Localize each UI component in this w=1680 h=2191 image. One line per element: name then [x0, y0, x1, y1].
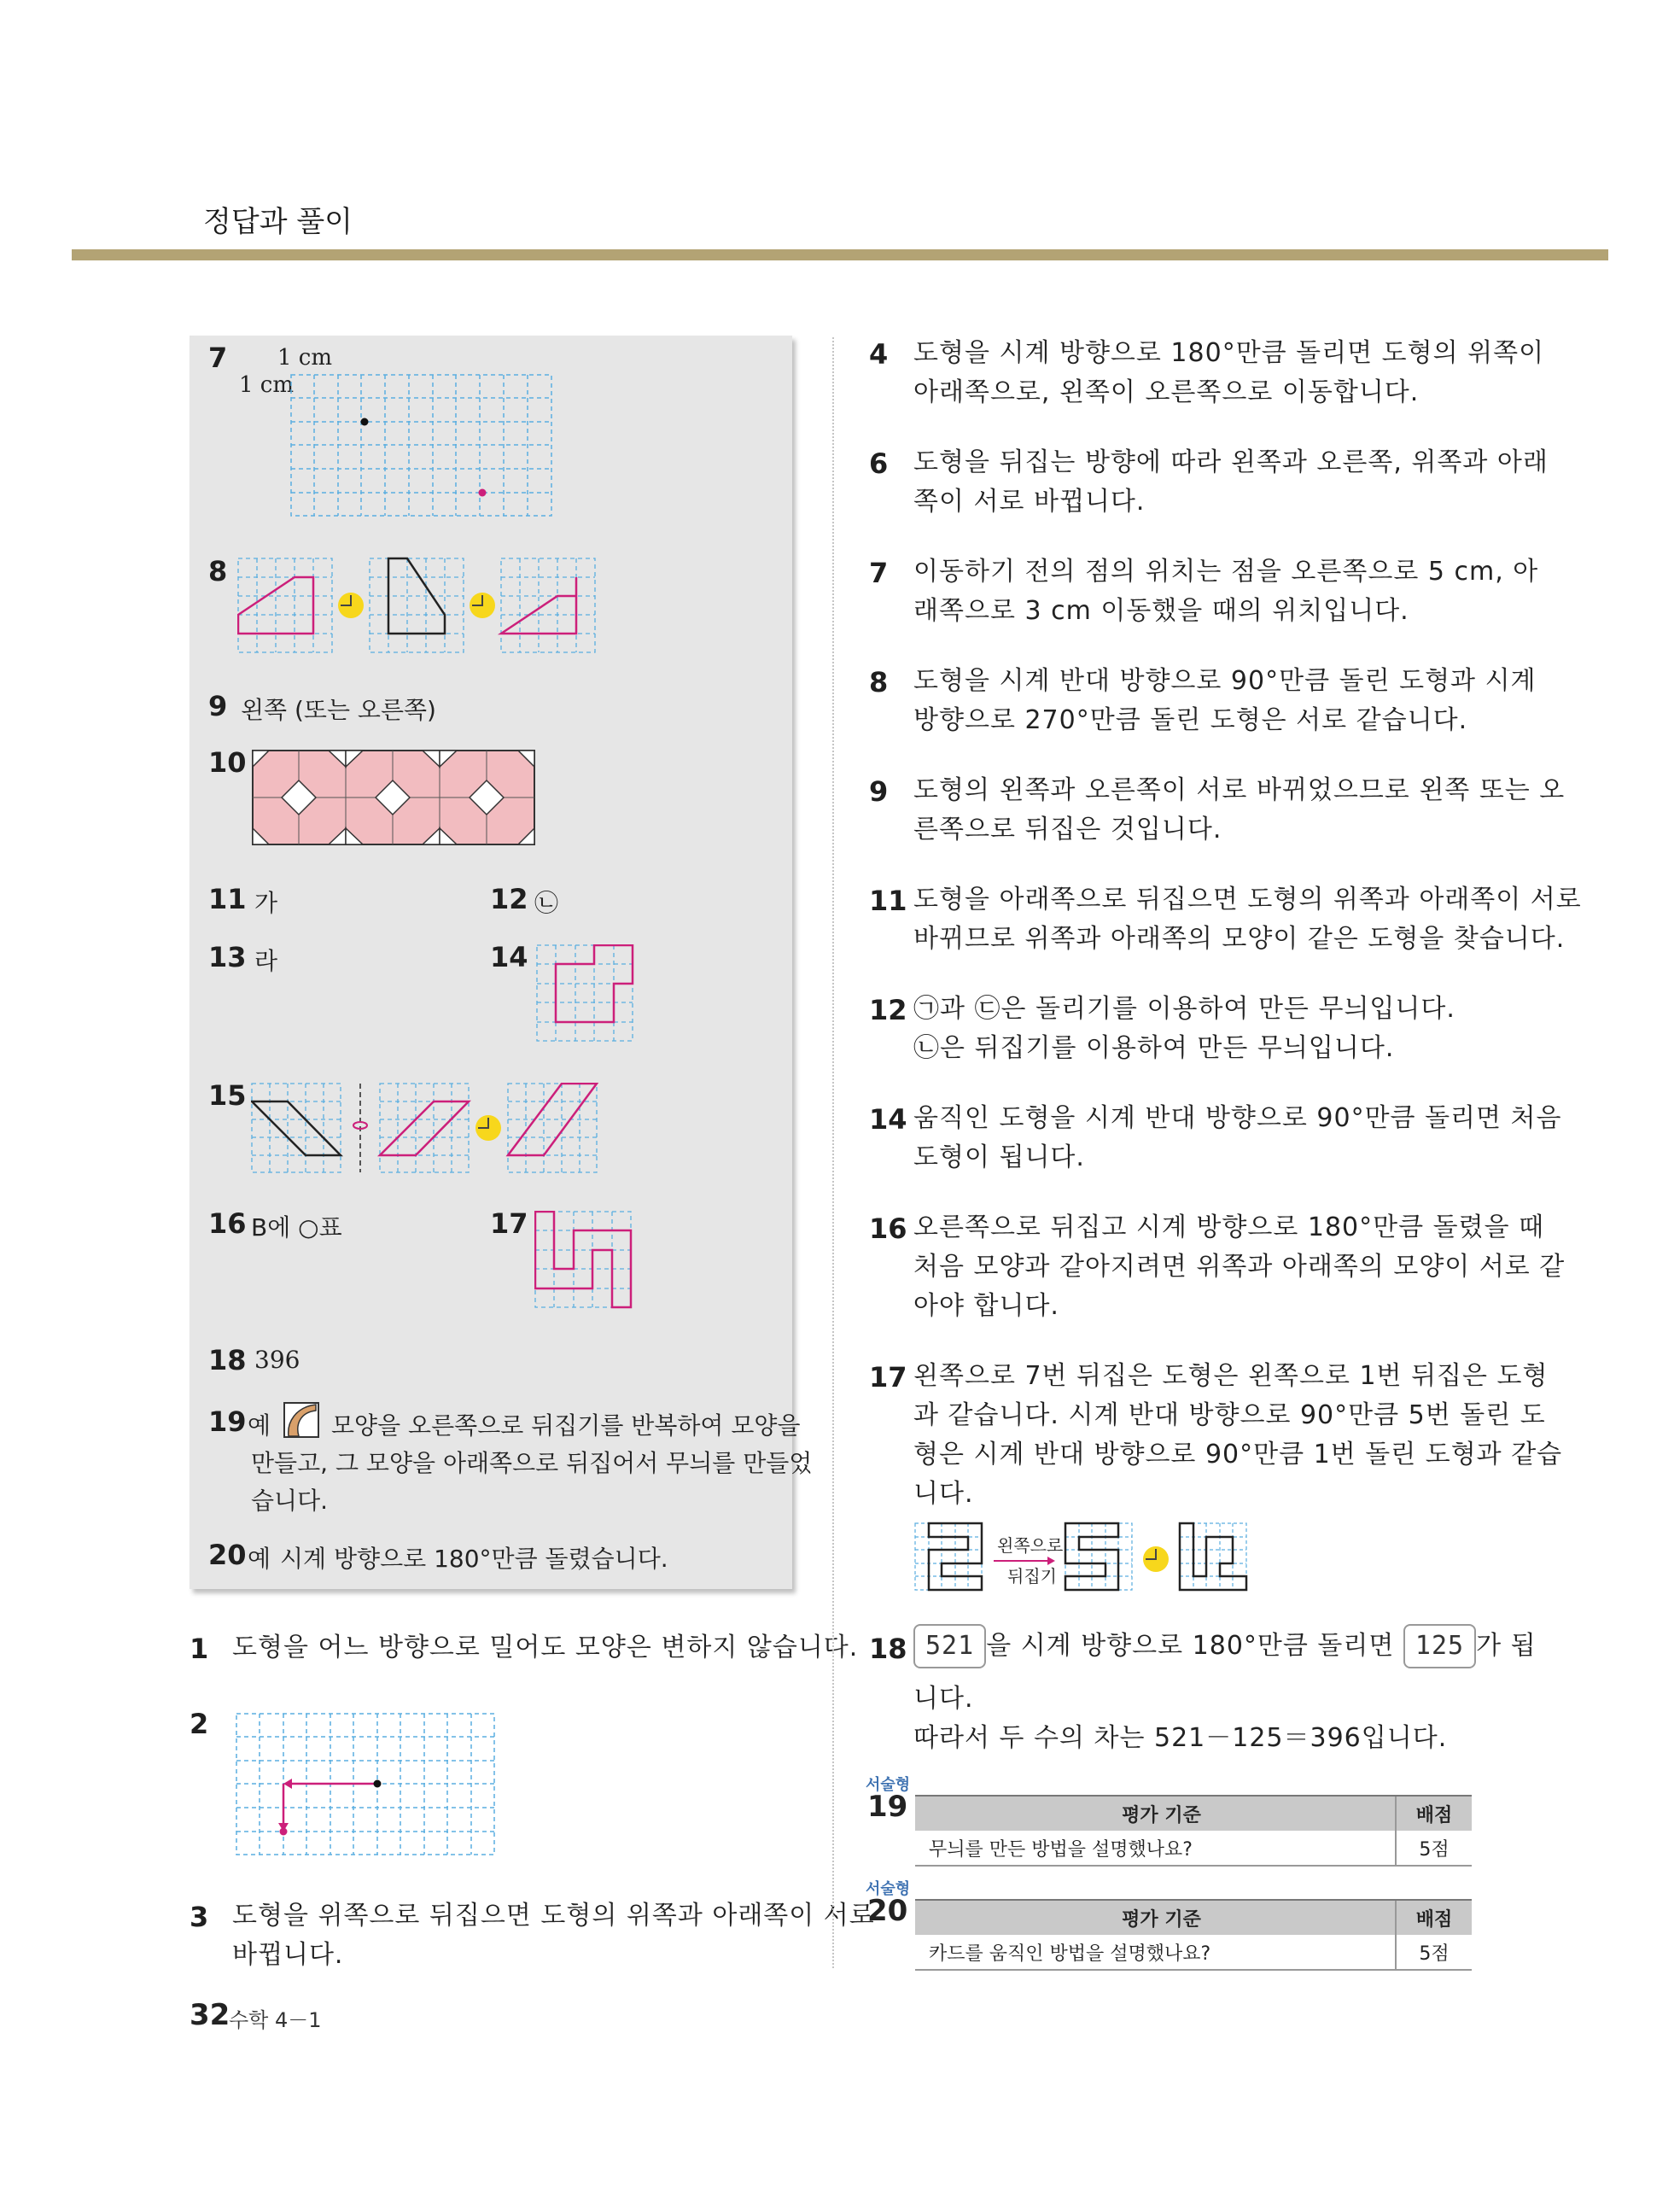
expl-17-line4: 니다. [913, 1479, 974, 1509]
answer-20-number: 20 [208, 1539, 247, 1571]
expl-3-number: 3 [190, 1901, 209, 1933]
expl-14-line2: 도형이 됩니다. [913, 1142, 1085, 1172]
expl-17-figure [913, 1520, 1255, 1597]
answer-19-line3: 습니다. [251, 1487, 329, 1515]
answer-7-number: 7 [208, 342, 228, 374]
expl-4-number: 4 [869, 338, 889, 371]
expl-6-line2: 쪽이 서로 바뀝니다. [913, 487, 1146, 517]
answer-19-line2: 만들고, 그 모양을 아래쪽으로 뒤집어서 무늬를 만들었 [251, 1449, 813, 1477]
expl-8-number: 8 [869, 666, 889, 698]
expl-16-line1: 오른쪽으로 뒤집고 시계 방향으로 180°만큼 돌렸을 때 [913, 1212, 1545, 1242]
expl-18-line1 [913, 1624, 1537, 1668]
expl-11-line2: 바뀌므로 위쪽과 아래쪽의 모양이 같은 도형을 찾습니다. [913, 924, 1566, 954]
answer-13-text: 라 [254, 947, 278, 975]
scoring-19-table [915, 1795, 1472, 1867]
expl-1-number: 1 [190, 1633, 209, 1665]
expl-6-number: 6 [869, 447, 889, 480]
expl-11-number: 11 [869, 885, 907, 917]
scoring-19-header-points: 배점 [1396, 1796, 1472, 1831]
expl-17-arrow-label-top: 왼쪽으로 [997, 1535, 1064, 1556]
expl-7-number: 7 [869, 557, 889, 589]
answer-10-pattern [252, 750, 538, 848]
scoring-20-tag: 서술형 [866, 1880, 911, 1898]
answer-12-number: 12 [490, 883, 528, 915]
answer-18-text: 396 [254, 1346, 300, 1374]
answer-20-example-mark: 예 [248, 1545, 271, 1573]
expl-16-line3: 아야 합니다. [913, 1291, 1059, 1321]
answer-19-number: 19 [208, 1405, 247, 1438]
expl-14-number: 14 [869, 1103, 907, 1136]
expl-17-line2: 과 같습니다. 시계 반대 방향으로 90°만큼 5번 돌린 도 [913, 1400, 1546, 1430]
answer-15-number: 15 [208, 1079, 247, 1112]
answer-15-figure [251, 1083, 601, 1177]
answer-18-number: 18 [208, 1344, 247, 1376]
expl-17-number: 17 [869, 1361, 907, 1393]
digit-card-125: 125 [1403, 1624, 1476, 1668]
expl-2-number: 2 [190, 1708, 209, 1740]
expl-7-line2: 래쪽으로 3 cm 이동했을 때의 위치입니다. [913, 596, 1409, 626]
expl-9-number: 9 [869, 775, 889, 808]
answer-16-number: 16 [208, 1207, 247, 1240]
scoring-19-criteria: 무늬를 만든 방법을 설명했나요? [915, 1831, 1396, 1866]
expl-17-line3: 형은 시계 반대 방향으로 90°만큼 1번 돌린 도형과 같습 [913, 1440, 1563, 1469]
answer-7-grid [290, 374, 555, 519]
answer-13-number: 13 [208, 941, 247, 973]
scoring-19-header-criteria: 평가 기준 [915, 1796, 1396, 1831]
expl-18-tail: 가 됩 [1476, 1631, 1537, 1661]
expl-8-line1: 도형을 시계 반대 방향으로 90°만큼 돌린 도형과 시계 [913, 666, 1537, 696]
answer-8-figure [237, 557, 604, 659]
scoring-20-header-criteria: 평가 기준 [915, 1900, 1396, 1935]
scoring-19-number: 19 [867, 1790, 908, 1824]
expl-11-line1: 도형을 아래쪽으로 뒤집으면 도형의 위쪽과 아래쪽이 서로 [913, 885, 1582, 914]
digit-card-521: 521 [913, 1624, 986, 1668]
page-header-title: 정답과 풀이 [203, 205, 353, 239]
expl-18-number: 18 [869, 1633, 907, 1665]
answer-19-tile-icon [283, 1402, 321, 1440]
answer-16-text: B에 ○표 [251, 1213, 342, 1242]
expl-18-mid: 을 시계 방향으로 180°만큼 돌리면 [986, 1631, 1395, 1661]
answer-20-text: 시계 방향으로 180°만큼 돌렸습니다. [280, 1545, 668, 1573]
expl-16-line2: 처음 모양과 같아지려면 위쪽과 아래쪽의 모양이 서로 같 [913, 1252, 1566, 1282]
answer-9-number: 9 [208, 690, 228, 722]
expl-12-number: 12 [869, 994, 907, 1026]
answer-19-line1: 모양을 오른쪽으로 뒤집기를 반복하여 모양을 [331, 1411, 801, 1440]
answer-17-number: 17 [490, 1207, 528, 1240]
answer-11-number: 11 [208, 883, 247, 915]
scoring-19-points: 5점 [1396, 1831, 1472, 1866]
answer-14-figure [536, 944, 637, 1045]
expl-16-number: 16 [869, 1212, 907, 1245]
expl-4-line1: 도형을 시계 방향으로 180°만큼 돌리면 도형의 위쪽이 [913, 338, 1545, 368]
column-divider [832, 337, 834, 1968]
answer-9-text: 왼쪽 (또는 오른쪽) [241, 696, 436, 724]
expl-18-line3: 따라서 두 수의 차는 521－125＝396입니다. [913, 1723, 1448, 1753]
footer-subject: 수학 4－1 [229, 2008, 322, 2032]
answer-7-label-h: 1 cm [277, 345, 333, 371]
expl-3-line1: 도형을 위쪽으로 뒤집으면 도형의 위쪽과 아래쪽이 서로 [232, 1901, 875, 1931]
scoring-20-number: 20 [867, 1894, 908, 1928]
answer-17-figure [534, 1211, 635, 1312]
expl-3-line2: 바뀝니다. [232, 1940, 344, 1970]
expl-9-line2: 른쪽으로 뒤집은 것입니다. [913, 815, 1222, 844]
expl-14-line1: 움직인 도형을 시계 반대 방향으로 90°만큼 돌리면 처음 [913, 1103, 1562, 1133]
expl-17-arrow-label-bottom: 뒤집기 [1007, 1566, 1057, 1586]
answer-12-text: ㉡ [534, 889, 559, 917]
answer-7-label-v: 1 cm [239, 372, 295, 398]
scoring-20-points: 5점 [1396, 1935, 1472, 1970]
expl-8-line2: 방향으로 270°만큼 돌린 도형은 서로 같습니다. [913, 705, 1468, 735]
expl-17-line1: 왼쪽으로 7번 뒤집은 도형은 왼쪽으로 1번 뒤집은 도형 [913, 1361, 1549, 1391]
answer-11-text: 가 [254, 889, 278, 917]
expl-2-grid [236, 1713, 497, 1858]
scoring-20-criteria: 카드를 움직인 방법을 설명했나요? [915, 1935, 1396, 1970]
expl-12-line1: ㉠과 ㉢은 돌리기를 이용하여 만든 무늬입니다. [913, 994, 1455, 1024]
expl-1-text: 도형을 어느 방향으로 밀어도 모양은 변하지 않습니다. [232, 1633, 859, 1662]
answer-8-number: 8 [208, 555, 228, 587]
expl-7-line1: 이동하기 전의 점의 위치는 점을 오른쪽으로 5 cm, 아 [913, 557, 1539, 587]
expl-6-line1: 도형을 뒤집는 방향에 따라 왼쪽과 오른쪽, 위쪽과 아래 [913, 447, 1549, 477]
expl-9-line1: 도형의 왼쪽과 오른쪽이 서로 바뀌었으므로 왼쪽 또는 오 [913, 775, 1566, 805]
expl-12-line2: ㉡은 뒤집기를 이용하여 만든 무늬입니다. [913, 1033, 1395, 1063]
answer-19-example-mark: 예 [248, 1411, 271, 1440]
expl-4-line2: 아래쪽으로, 왼쪽이 오른쪽으로 이동합니다. [913, 377, 1420, 407]
scoring-19-tag: 서술형 [866, 1776, 911, 1794]
scoring-20-table [915, 1899, 1472, 1971]
answer-10-number: 10 [208, 746, 247, 779]
answer-14-number: 14 [490, 941, 528, 973]
scoring-20-header-points: 배점 [1396, 1900, 1472, 1935]
expl-18-line2: 니다. [913, 1684, 974, 1714]
header-rule [72, 249, 1608, 260]
page-number: 32 [190, 1998, 230, 2032]
